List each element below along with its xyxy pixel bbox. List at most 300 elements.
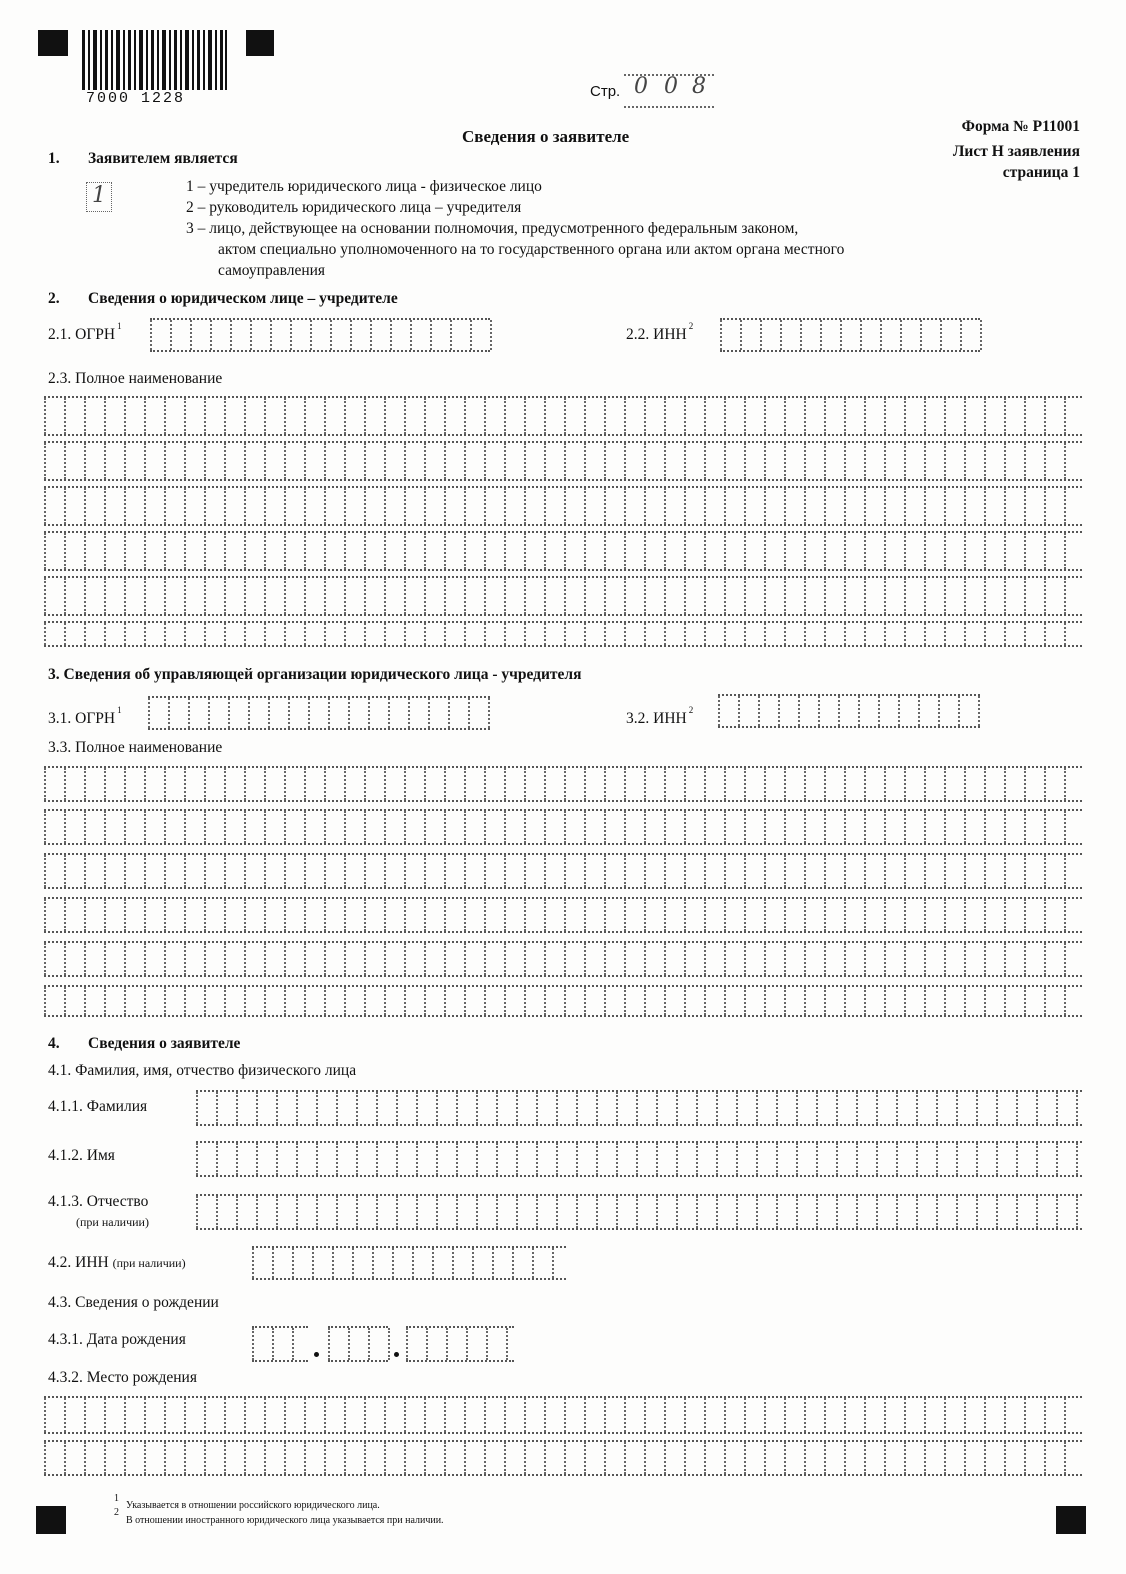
registration-marker-top-left (38, 30, 68, 56)
patronymic-note: (при наличии) (76, 1215, 149, 1229)
cell-divider (904, 1398, 924, 1432)
cell-divider (216, 1196, 236, 1228)
cell-divider (904, 398, 924, 434)
cell-divider (44, 488, 64, 524)
cell-divider (1044, 768, 1064, 800)
cell-divider (784, 488, 804, 524)
cell-divider (844, 533, 864, 569)
cell-divider (836, 1092, 856, 1124)
first-name-input[interactable] (196, 1141, 1082, 1177)
cell-divider (104, 1398, 124, 1432)
cell-divider (204, 811, 224, 843)
cell-divider (64, 899, 84, 931)
full-name-row-2-3[interactable] (44, 486, 1082, 526)
cell-divider (764, 899, 784, 931)
cell-divider (876, 1143, 896, 1175)
cell-divider (984, 987, 1004, 1015)
page-number-cells[interactable] (624, 74, 714, 108)
cell-divider (224, 533, 244, 569)
cell-divider (444, 943, 464, 975)
cell-divider (964, 899, 984, 931)
cell-divider (884, 1398, 904, 1432)
cell-divider (464, 533, 484, 569)
cell-divider (1064, 398, 1084, 434)
cell-divider (224, 899, 244, 931)
cell-divider (504, 768, 524, 800)
cell-divider (196, 1092, 216, 1124)
cell-divider (524, 855, 544, 887)
cell-divider (844, 1442, 864, 1474)
cell-divider (544, 533, 564, 569)
cell-divider (880, 320, 900, 350)
inn-input-3[interactable] (718, 694, 980, 728)
birth-year-input[interactable] (406, 1326, 514, 1362)
cell-divider (996, 1196, 1016, 1228)
cell-divider (344, 578, 364, 614)
cell-divider (664, 855, 684, 887)
cell-divider (684, 1398, 704, 1432)
cell-divider (384, 488, 404, 524)
cell-divider (348, 1328, 368, 1360)
cell-divider (104, 811, 124, 843)
full-name-row-2-6[interactable] (44, 621, 1082, 647)
cell-divider (636, 1196, 656, 1228)
cell-divider (64, 987, 84, 1015)
cell-divider (1004, 768, 1024, 800)
full-name-row-2-2[interactable] (44, 441, 1082, 481)
cell-divider (724, 987, 744, 1015)
full-name-row-2-4[interactable] (44, 531, 1082, 571)
cell-divider (356, 1092, 376, 1124)
cell-divider (576, 1196, 596, 1228)
birth-month-input[interactable] (328, 1326, 388, 1362)
cell-divider (324, 398, 344, 434)
cell-divider (958, 696, 978, 726)
cell-divider (624, 578, 644, 614)
cell-divider (236, 1196, 256, 1228)
cell-divider (444, 578, 464, 614)
cell-divider (904, 488, 924, 524)
cell-divider (764, 533, 784, 569)
inn-input-2[interactable] (720, 318, 980, 352)
birth-place-row-2[interactable] (44, 1440, 1082, 1476)
cell-divider (664, 811, 684, 843)
cell-divider (44, 443, 64, 479)
cell-divider (664, 1442, 684, 1474)
cell-divider (536, 1196, 556, 1228)
section-1-number: 1. (48, 150, 60, 167)
cell-divider (804, 533, 824, 569)
cell-divider (308, 698, 328, 728)
cell-divider (1064, 855, 1084, 887)
cell-divider (784, 398, 804, 434)
cell-divider (464, 811, 484, 843)
cell-divider (564, 899, 584, 931)
cell-divider (284, 623, 304, 645)
cell-divider (964, 811, 984, 843)
cell-divider (724, 768, 744, 800)
cell-divider (524, 488, 544, 524)
cell-divider (804, 443, 824, 479)
cell-divider (84, 533, 104, 569)
cell-divider (284, 943, 304, 975)
cell-divider (184, 1442, 204, 1474)
cell-divider (424, 443, 444, 479)
cell-divider (664, 398, 684, 434)
cell-divider (208, 698, 228, 728)
cell-divider (1016, 1196, 1036, 1228)
cell-divider (292, 1248, 312, 1278)
full-name-row-3-1[interactable] (44, 766, 1082, 802)
cell-divider (544, 768, 564, 800)
cell-divider (884, 398, 904, 434)
cell-divider (704, 623, 724, 645)
ogrn-input-2[interactable] (150, 318, 490, 352)
cell-divider (396, 1143, 416, 1175)
cell-divider (104, 533, 124, 569)
cell-divider (916, 1143, 936, 1175)
cell-divider (124, 578, 144, 614)
cell-divider (904, 987, 924, 1015)
cell-divider (624, 899, 644, 931)
cell-divider (404, 899, 424, 931)
cell-divider (524, 899, 544, 931)
cell-divider (904, 578, 924, 614)
cell-divider (364, 1442, 384, 1474)
cell-divider (324, 943, 344, 975)
cell-divider (664, 768, 684, 800)
cell-divider (104, 443, 124, 479)
cell-divider (264, 488, 284, 524)
cell-divider (596, 1196, 616, 1228)
cell-divider (124, 398, 144, 434)
cell-divider (804, 943, 824, 975)
cell-divider (44, 533, 64, 569)
cell-divider (696, 1143, 716, 1175)
full-name-row-3-3[interactable] (44, 853, 1082, 889)
cell-divider (364, 855, 384, 887)
cell-divider (976, 1143, 996, 1175)
cell-divider (904, 623, 924, 645)
cell-divider (956, 1196, 976, 1228)
inn-input-4[interactable] (252, 1246, 566, 1280)
cell-divider (344, 533, 364, 569)
cell-divider (804, 899, 824, 931)
applicant-type-field[interactable] (86, 182, 112, 212)
cell-divider (204, 443, 224, 479)
cell-divider (364, 623, 384, 645)
cell-divider (796, 1143, 816, 1175)
cell-divider (804, 488, 824, 524)
cell-divider (164, 768, 184, 800)
cell-divider (344, 768, 364, 800)
cell-divider (984, 578, 1004, 614)
cell-divider (898, 696, 918, 726)
cell-divider (724, 943, 744, 975)
cell-divider (820, 320, 840, 350)
cell-divider (1044, 443, 1064, 479)
cell-divider (524, 811, 544, 843)
cell-divider (684, 811, 704, 843)
cell-divider (824, 578, 844, 614)
cell-divider (796, 1196, 816, 1228)
cell-divider (564, 943, 584, 975)
cell-divider (844, 811, 864, 843)
cell-divider (924, 811, 944, 843)
cell-divider (396, 1092, 416, 1124)
cell-divider (144, 1442, 164, 1474)
cell-divider (684, 768, 704, 800)
cell-divider (604, 899, 624, 931)
full-name-row-3-2[interactable] (44, 809, 1082, 845)
cell-divider (564, 987, 584, 1015)
cell-divider (124, 623, 144, 645)
cell-divider (564, 488, 584, 524)
cell-divider (984, 1442, 1004, 1474)
cell-divider (1004, 578, 1024, 614)
cell-divider (1044, 578, 1064, 614)
cell-divider (1064, 899, 1084, 931)
cell-divider (444, 899, 464, 931)
cell-divider (884, 488, 904, 524)
cell-divider (364, 811, 384, 843)
cell-divider (584, 768, 604, 800)
cell-divider (84, 899, 104, 931)
cell-divider (384, 398, 404, 434)
cell-divider (124, 811, 144, 843)
cell-divider (384, 899, 404, 931)
cell-divider (368, 1328, 388, 1360)
applicant-type-value: 1 (92, 183, 106, 208)
cell-divider (524, 987, 544, 1015)
cell-divider (516, 1196, 536, 1228)
cell-divider (1024, 398, 1044, 434)
cell-divider (244, 398, 264, 434)
cell-divider (644, 987, 664, 1015)
cell-divider (444, 533, 464, 569)
option-3-line-3: самоуправления (218, 262, 326, 279)
cell-divider (404, 398, 424, 434)
cell-divider (244, 987, 264, 1015)
cell-divider (756, 1092, 776, 1124)
cell-divider (426, 1328, 446, 1360)
cell-divider (404, 1398, 424, 1432)
cell-divider (636, 1143, 656, 1175)
cell-divider (784, 578, 804, 614)
cell-divider (44, 987, 64, 1015)
cell-divider (884, 987, 904, 1015)
cell-divider (444, 1442, 464, 1474)
cell-divider (148, 698, 168, 728)
cell-divider (44, 899, 64, 931)
cell-divider (1064, 578, 1084, 614)
cell-divider (764, 987, 784, 1015)
cell-divider (424, 768, 444, 800)
cell-divider (396, 1196, 416, 1228)
cell-divider (144, 398, 164, 434)
birth-place-label: 4.3.2. Место рождения (48, 1369, 197, 1386)
cell-divider (124, 443, 144, 479)
cell-divider (584, 811, 604, 843)
cell-divider (384, 578, 404, 614)
cell-divider (844, 855, 864, 887)
cell-divider (744, 578, 764, 614)
cell-divider (984, 899, 1004, 931)
cell-divider (444, 811, 464, 843)
cell-divider (324, 443, 344, 479)
cell-divider (404, 811, 424, 843)
cell-divider (64, 768, 84, 800)
cell-divider (124, 899, 144, 931)
full-name-row-3-6[interactable] (44, 985, 1082, 1017)
cell-divider (324, 1442, 344, 1474)
cell-divider (624, 943, 644, 975)
cell-divider (616, 1196, 636, 1228)
cell-divider (918, 696, 938, 726)
cell-divider (64, 398, 84, 434)
cell-divider (304, 943, 324, 975)
cell-divider (964, 855, 984, 887)
cell-divider (644, 443, 664, 479)
cell-divider (604, 578, 624, 614)
cell-divider (644, 811, 664, 843)
cell-divider (424, 987, 444, 1015)
birth-place-row-1[interactable] (44, 1396, 1082, 1434)
cell-divider (184, 578, 204, 614)
cell-divider (64, 811, 84, 843)
cell-divider (816, 1092, 836, 1124)
cell-divider (404, 943, 424, 975)
cell-divider (556, 1143, 576, 1175)
cell-divider (984, 855, 1004, 887)
cell-divider (184, 1398, 204, 1432)
cell-divider (228, 698, 248, 728)
cell-divider (84, 811, 104, 843)
barcode (82, 30, 227, 90)
cell-divider (764, 855, 784, 887)
birth-date-label: 4.3.1. Дата рождения (48, 1331, 186, 1348)
cell-divider (656, 1092, 676, 1124)
cell-divider (624, 987, 644, 1015)
cell-divider (604, 768, 624, 800)
cell-divider (384, 533, 404, 569)
cell-divider (564, 768, 584, 800)
cell-divider (224, 398, 244, 434)
cell-divider (1064, 488, 1084, 524)
full-name-row-3-4[interactable] (44, 897, 1082, 933)
cell-divider (964, 623, 984, 645)
cell-divider (784, 1442, 804, 1474)
cell-divider (372, 1248, 392, 1278)
cell-divider (684, 1442, 704, 1474)
patronymic-input[interactable] (196, 1194, 1082, 1230)
surname-input[interactable] (196, 1090, 1082, 1126)
cell-divider (544, 899, 564, 931)
cell-divider (604, 943, 624, 975)
cell-divider (564, 811, 584, 843)
cell-divider (164, 398, 184, 434)
cell-divider (304, 899, 324, 931)
cell-divider (1064, 1398, 1084, 1432)
cell-divider (584, 398, 604, 434)
section-4-number: 4. (48, 1035, 60, 1052)
ogrn-input-3[interactable] (148, 696, 490, 730)
cell-divider (836, 1143, 856, 1175)
cell-divider (804, 768, 824, 800)
cell-divider (776, 1196, 796, 1228)
option-2: 2 – руководитель юридического лица – учредителя (186, 199, 522, 216)
cell-divider (44, 398, 64, 434)
cell-divider (904, 855, 924, 887)
patronymic-label: 4.1.3. Отчество (48, 1193, 149, 1210)
cell-divider (164, 855, 184, 887)
cell-divider (384, 811, 404, 843)
cell-divider (204, 488, 224, 524)
cell-divider (84, 1398, 104, 1432)
cell-divider (144, 768, 164, 800)
cell-divider (744, 1442, 764, 1474)
full-name-row-2-5[interactable] (44, 576, 1082, 616)
cell-divider (204, 899, 224, 931)
cell-divider (944, 899, 964, 931)
cell-divider (344, 1398, 364, 1432)
birth-day-input[interactable] (252, 1326, 308, 1362)
cell-divider (268, 698, 288, 728)
cell-divider (516, 1092, 536, 1124)
cell-divider (164, 899, 184, 931)
cell-divider (900, 320, 920, 350)
cell-divider (244, 943, 264, 975)
full-name-row-3-5[interactable] (44, 941, 1082, 977)
cell-divider (824, 1442, 844, 1474)
cell-divider (284, 811, 304, 843)
cell-divider (776, 1092, 796, 1124)
cell-divider (204, 623, 224, 645)
cell-divider (264, 1442, 284, 1474)
cell-divider (624, 443, 644, 479)
cell-divider (504, 533, 524, 569)
cell-divider (144, 899, 164, 931)
cell-divider (738, 696, 758, 726)
cell-divider (384, 623, 404, 645)
cell-divider (664, 1398, 684, 1432)
cell-divider (644, 943, 664, 975)
section-1-title: Заявителем является (88, 150, 238, 167)
cell-divider (288, 698, 308, 728)
cell-divider (744, 768, 764, 800)
cell-divider (864, 1442, 884, 1474)
section-2-number: 2. (48, 290, 60, 307)
cell-divider (764, 623, 784, 645)
cell-divider (944, 533, 964, 569)
cell-divider (452, 1248, 472, 1278)
cell-divider (324, 811, 344, 843)
cell-divider (564, 398, 584, 434)
inn-label-2: 2.2. ИНН $^2$ (626, 321, 694, 343)
cell-divider (466, 1328, 486, 1360)
full-name-row-2-1[interactable] (44, 396, 1082, 436)
cell-divider (324, 1398, 344, 1432)
cell-divider (444, 1398, 464, 1432)
cell-divider (736, 1092, 756, 1124)
cell-divider (410, 320, 430, 350)
cell-divider (296, 1196, 316, 1228)
cell-divider (404, 443, 424, 479)
cell-divider (980, 320, 1000, 350)
cell-divider (404, 533, 424, 569)
cell-divider (884, 811, 904, 843)
cell-divider (364, 943, 384, 975)
